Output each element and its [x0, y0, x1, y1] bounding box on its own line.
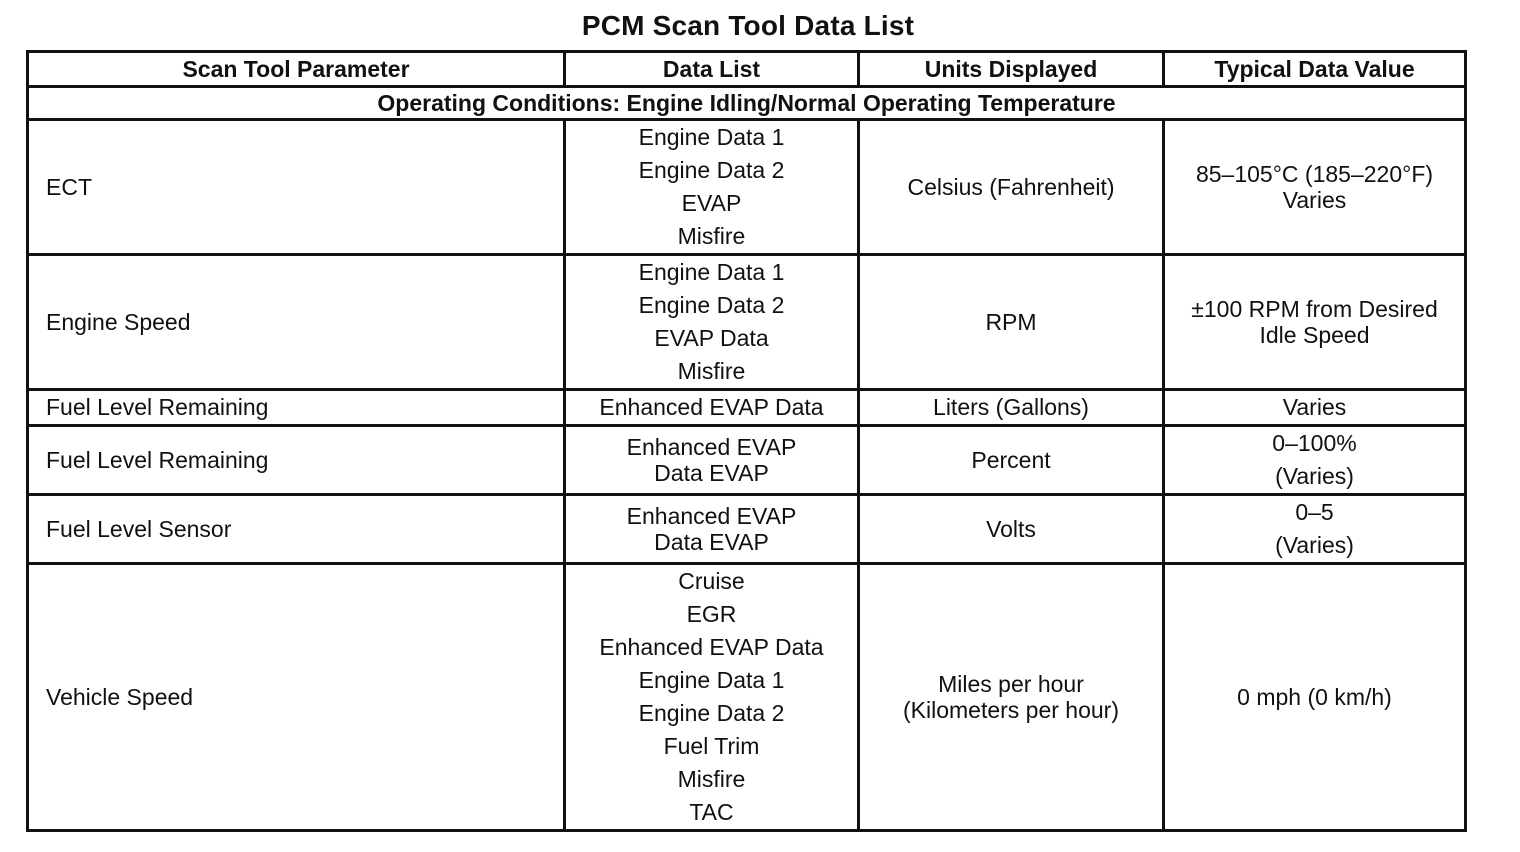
- table-row: [28, 564, 1466, 831]
- data-list-item: Cruise: [678, 568, 745, 594]
- typical-value-cell: [1164, 426, 1466, 495]
- header-scan-tool-parameter: Scan Tool Parameter: [28, 52, 565, 87]
- data-list-item: Engine Data 2: [638, 292, 785, 318]
- data-list-item: Engine Data 1: [638, 667, 785, 693]
- data-list-item: Enhanced EVAP Data: [599, 394, 824, 420]
- data-list-item: Misfire: [677, 358, 746, 384]
- typical-value-cell: [1164, 564, 1466, 831]
- typical-value-text: Varies: [1282, 187, 1347, 213]
- header-row: [28, 52, 1466, 87]
- typical-value-text: 0–5: [1295, 499, 1334, 525]
- data-list-item: EGR: [686, 601, 737, 627]
- data-list-item: Data EVAP: [654, 460, 769, 486]
- typical-value-cell: [1164, 390, 1466, 426]
- data-list-item: Enhanced EVAP: [626, 503, 797, 529]
- units-text: Percent: [971, 446, 1051, 473]
- typical-value-cell: [1164, 495, 1466, 564]
- param-cell: Engine Speed: [28, 255, 565, 390]
- units-text: Miles per hour: [938, 671, 1084, 697]
- param-cell: ECT: [28, 120, 565, 255]
- data-list-item: Engine Data 1: [638, 259, 785, 285]
- typical-value-text: 0 mph (0 km/h): [1237, 683, 1392, 710]
- data-list-item: Data EVAP: [654, 529, 769, 555]
- units-cell: [859, 255, 1164, 390]
- page-title: PCM Scan Tool Data List: [581, 10, 915, 41]
- header-units-displayed: Units Displayed: [859, 52, 1164, 87]
- typical-value-text: (Varies): [1275, 463, 1354, 489]
- data-list-cell: [565, 495, 859, 564]
- data-list-item: Misfire: [677, 766, 746, 792]
- typical-value-text: 0–100%: [1272, 430, 1357, 456]
- param-cell: Fuel Level Remaining: [28, 426, 565, 495]
- data-list-item: Misfire: [677, 223, 746, 249]
- data-list-cell: [565, 564, 859, 831]
- table-row: [28, 495, 1466, 564]
- data-list-cell: [565, 390, 859, 426]
- units-cell: [859, 564, 1164, 831]
- header-data-list: Data List: [565, 52, 859, 87]
- units-cell: [859, 426, 1164, 495]
- data-list-cell: [565, 120, 859, 255]
- typical-value-text: Idle Speed: [1259, 322, 1370, 348]
- condition-row: [28, 87, 1466, 120]
- typical-value-text: Varies: [1282, 394, 1347, 420]
- param-cell: Fuel Level Remaining: [28, 390, 565, 426]
- typical-value-text: 85–105°C (185–220°F): [1195, 161, 1434, 187]
- table-row: [28, 120, 1466, 255]
- data-list-item: Engine Data 2: [638, 157, 785, 183]
- units-cell: [859, 390, 1164, 426]
- units-text: Volts: [986, 515, 1036, 542]
- param-cell: Fuel Level Sensor: [28, 495, 565, 564]
- table-row: [28, 255, 1466, 390]
- operating-conditions: Operating Conditions: Engine Idling/Normal Operating Temperature: [28, 87, 1466, 120]
- data-list-item: Engine Data 1: [638, 124, 785, 150]
- units-text: RPM: [985, 308, 1037, 335]
- typical-value-text: (Varies): [1275, 532, 1354, 558]
- typical-value-cell: [1164, 255, 1466, 390]
- units-cell: [859, 495, 1164, 564]
- scan-tool-data-table: [26, 50, 1467, 832]
- typical-value-cell: [1164, 120, 1466, 255]
- data-list-item: EVAP: [681, 190, 742, 216]
- table-row: [28, 426, 1466, 495]
- typical-value-text: ±100 RPM from Desired: [1191, 296, 1438, 322]
- data-list-item: EVAP Data: [654, 325, 769, 351]
- data-list-item: Enhanced EVAP: [626, 434, 797, 460]
- data-list-item: TAC: [689, 799, 734, 825]
- units-text: (Kilometers per hour): [902, 697, 1120, 723]
- data-list-item: Fuel Trim: [663, 733, 760, 759]
- data-list-cell: [565, 255, 859, 390]
- data-list-item: Enhanced EVAP Data: [599, 634, 824, 660]
- data-list-item: Engine Data 2: [638, 700, 785, 726]
- header-typical-data-value: Typical Data Value: [1164, 52, 1466, 87]
- data-list-cell: [565, 426, 859, 495]
- param-cell: Vehicle Speed: [28, 564, 565, 831]
- table-row: [28, 390, 1466, 426]
- units-text: Celsius (Fahrenheit): [907, 173, 1115, 200]
- units-text: Liters (Gallons): [933, 394, 1089, 420]
- units-cell: [859, 120, 1164, 255]
